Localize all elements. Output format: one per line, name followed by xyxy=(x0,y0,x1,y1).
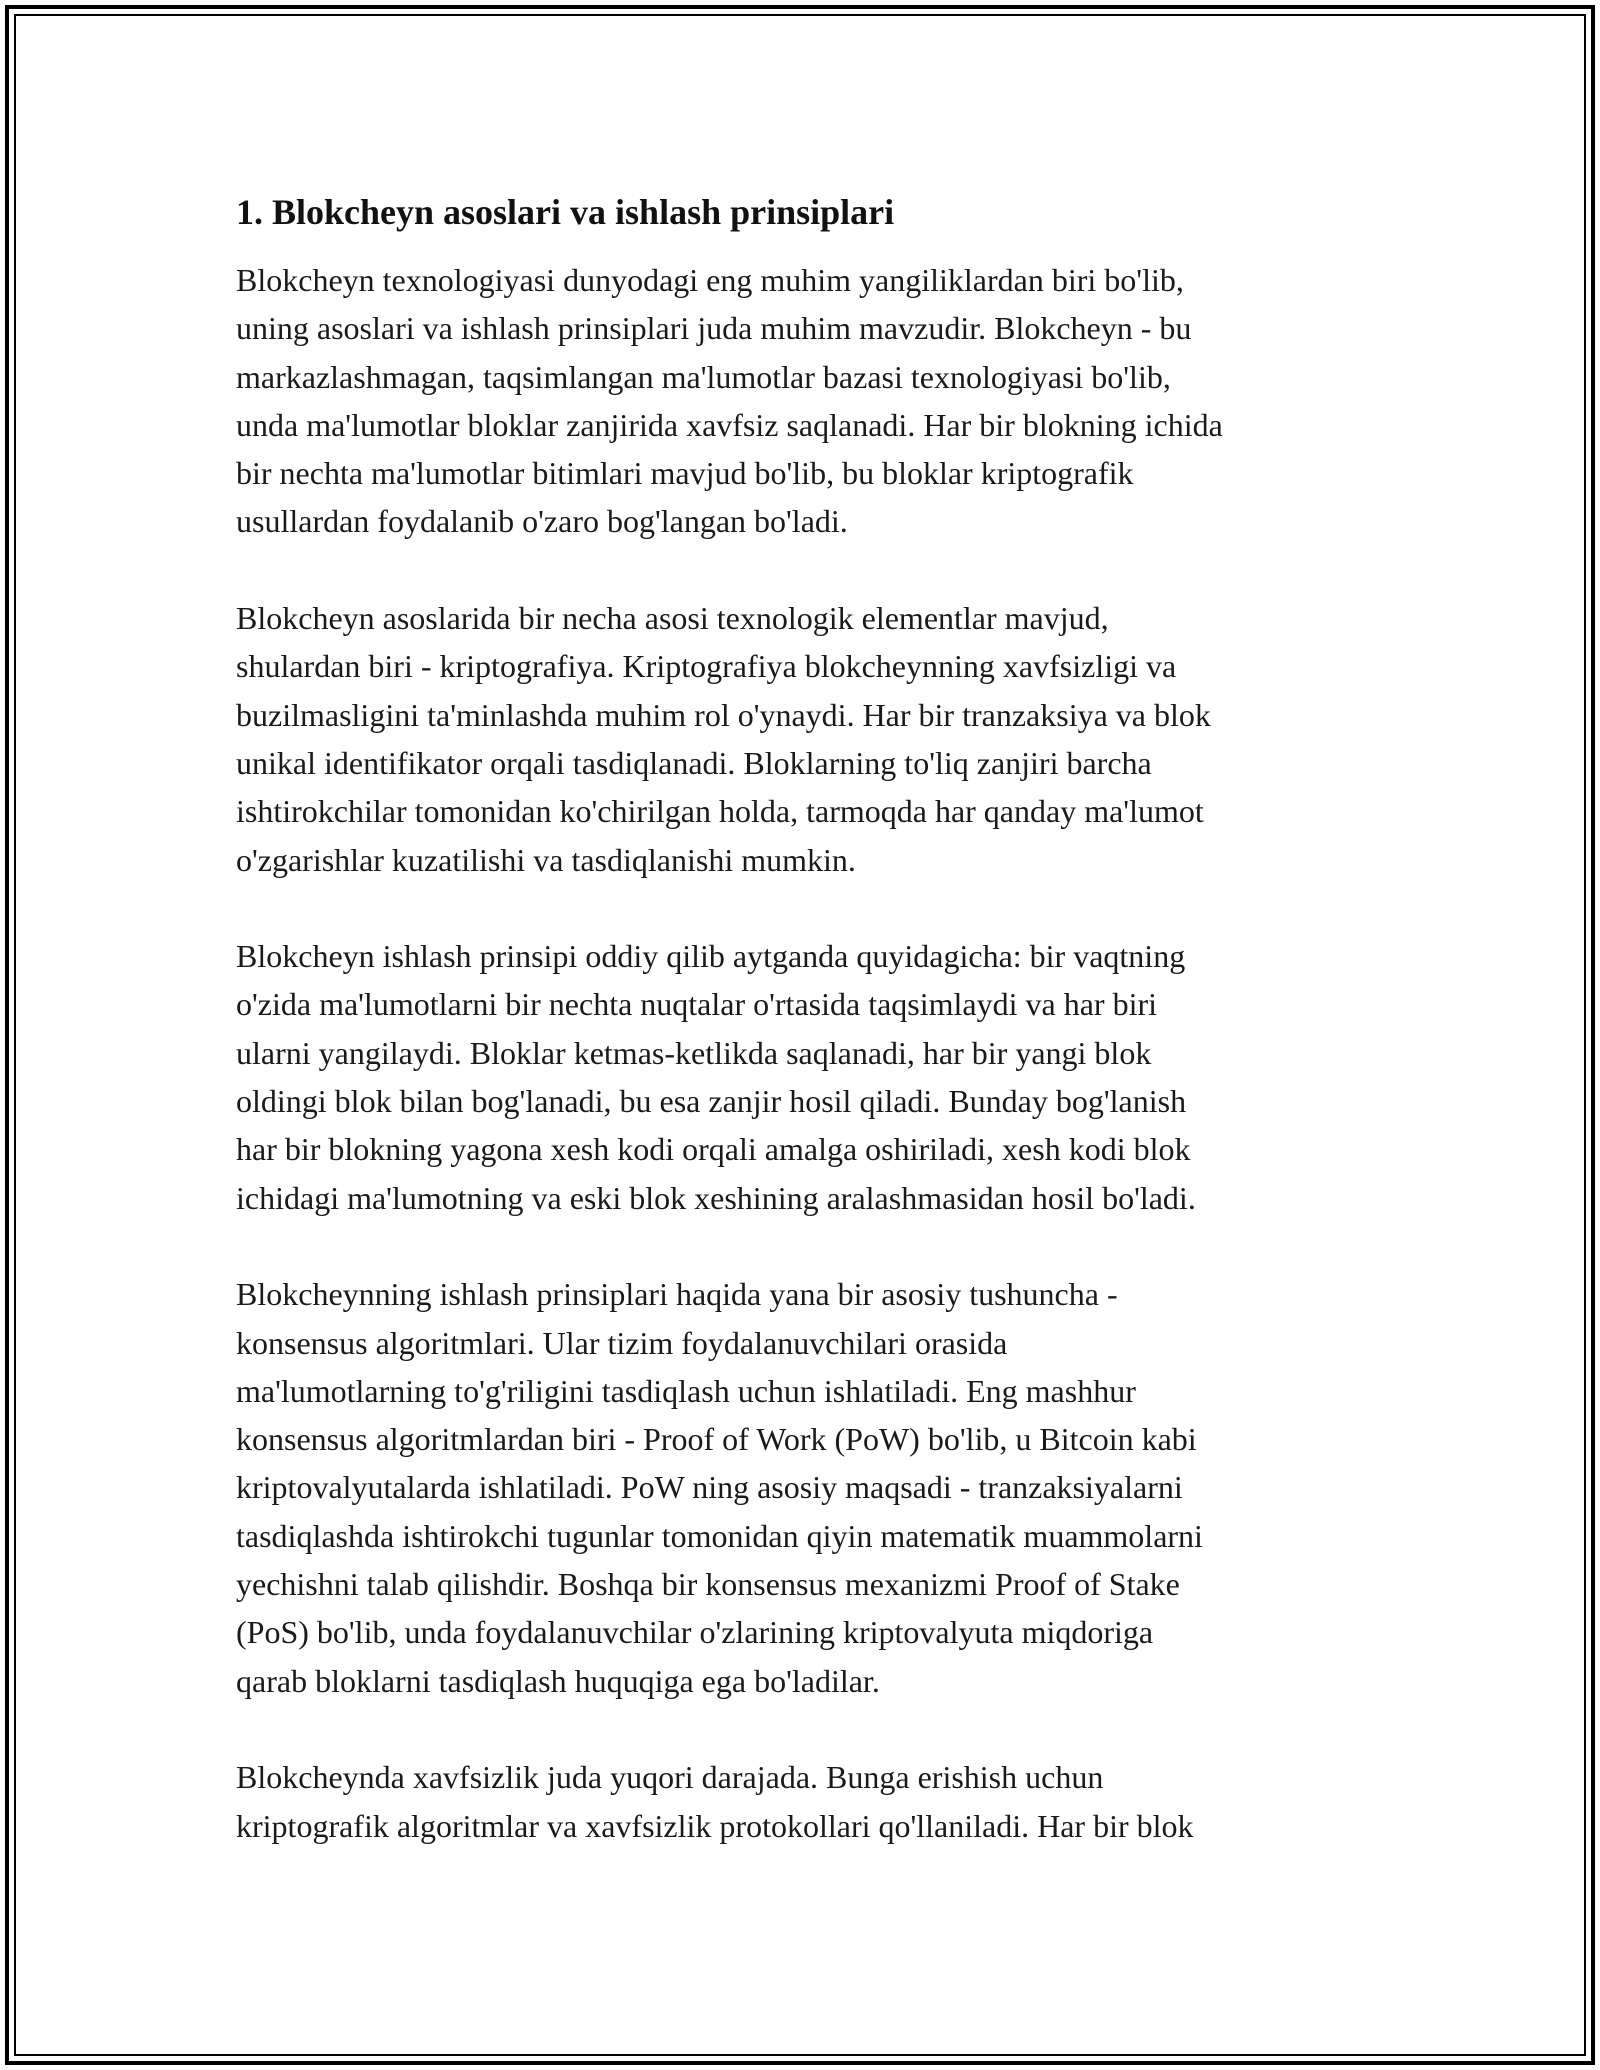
text-line: ma'lumotlarning to'g'riligini tasdiqlash uchun ishlatiladi. Eng mashhur xyxy=(236,1372,1136,1409)
text-line: ishtirokchilar tomonidan ko'chirilgan holda, tarmoqda har qanday ma'lumot xyxy=(236,793,1204,830)
text-line: ichidagi ma'lumotning va eski blok xeshining aralashmasidan hosil bo'ladi. xyxy=(236,1179,1196,1216)
paragraph-3 xyxy=(236,932,1386,1222)
text-line: o'zgarishlar kuzatilishi va tasdiqlanishi mumkin. xyxy=(236,841,856,878)
text-line: usullardan foydalanib o'zaro bog'langan bo'ladi. xyxy=(236,503,848,540)
text-line: oldingi blok bilan bog'lanadi, bu esa zanjir hosil qiladi. Bunday bog'lanish xyxy=(236,1083,1187,1120)
paragraph-5 xyxy=(236,1753,1386,1850)
text-line: (PoS) bo'lib, unda foydalanuvchilar o'zlarining kriptovalyuta miqdoriga xyxy=(236,1614,1154,1651)
text-line: konsensus algoritmlardan biri - Proof of Work (PoW) bo'lib, u Bitcoin kabi xyxy=(236,1421,1197,1458)
text-line: markazlashmagan, taqsimlangan ma'lumotlar bazasi texnologiyasi bo'lib, xyxy=(236,358,1171,395)
text-line: o'zida ma'lumotlarni bir nechta nuqtalar o'rtasida taqsimlaydi va har biri xyxy=(236,986,1157,1023)
text-line: Blokcheynning ishlash prinsiplari haqida yana bir asosiy tushuncha - xyxy=(236,1276,1118,1313)
text-line: ularni yangilaydi. Bloklar ketmas-ketlikda saqlanadi, har bir yangi blok xyxy=(236,1034,1152,1071)
paragraph-1 xyxy=(236,256,1386,546)
text-line: qarab bloklarni tasdiqlash huquqiga ega bo'ladilar. xyxy=(236,1662,880,1699)
text-line: Blokcheyn ishlash prinsipi oddiy qilib aytganda quyidagicha: bir vaqtning xyxy=(236,938,1186,975)
text-line: yechishni talab qilishdir. Boshqa bir konsensus mexanizmi Proof of Stake xyxy=(236,1566,1180,1603)
text-line: shulardan biri - kriptografiya. Kriptografiya blokcheynning xavfsizligi va xyxy=(236,648,1177,685)
text-line: tasdiqlashda ishtirokchi tugunlar tomonidan qiyin matematik muammolarni xyxy=(236,1517,1203,1554)
paragraph-2 xyxy=(236,594,1386,884)
text-line: unda ma'lumotlar bloklar zanjirida xavfsiz saqlanadi. Har bir blokning ichida xyxy=(236,406,1223,443)
paragraph-4 xyxy=(236,1270,1386,1705)
text-line: Blokcheyn texnologiyasi dunyodagi eng muhim yangiliklardan biri bo'lib, xyxy=(236,262,1184,298)
text-line: konsensus algoritmlari. Ular tizim foydalanuvchilari orasida xyxy=(236,1324,1008,1361)
section-heading: 1. Blokcheyn asoslari va ishlash prinsiplari xyxy=(236,192,895,232)
text-line: Blokcheynda xavfsizlik juda yuqori darajada. Bunga erishish uchun xyxy=(236,1759,1104,1796)
text-line: bir nechta ma'lumotlar bitimlari mavjud bo'lib, bu bloklar kriptografik xyxy=(236,455,1134,492)
text-line: buzilmasligini ta'minlashda muhim rol o'ynaydi. Har bir tranzaksiya va blok xyxy=(236,696,1211,733)
text-line: uning asoslari va ishlash prinsiplari juda muhim mavzudir. Blokcheyn - bu xyxy=(236,310,1192,347)
text-line: kriptografik algoritmlar va xavfsizlik protokollari qo'llaniladi. Har bir blok xyxy=(236,1807,1194,1844)
text-line: kriptovalyutalarda ishlatiladi. PoW ning asosiy maqsadi - tranzaksiyalarni xyxy=(236,1469,1183,1506)
document-body xyxy=(236,188,1386,1850)
text-line: Blokcheyn asoslarida bir necha asosi texnologik elementlar mavjud, xyxy=(236,600,1109,637)
text-line: har bir blokning yagona xesh kodi orqali amalga oshiriladi, xesh kodi blok xyxy=(236,1131,1191,1168)
text-line: unikal identifikator orqali tasdiqlanadi. Bloklarning to'liq zanjiri barcha xyxy=(236,744,1152,781)
